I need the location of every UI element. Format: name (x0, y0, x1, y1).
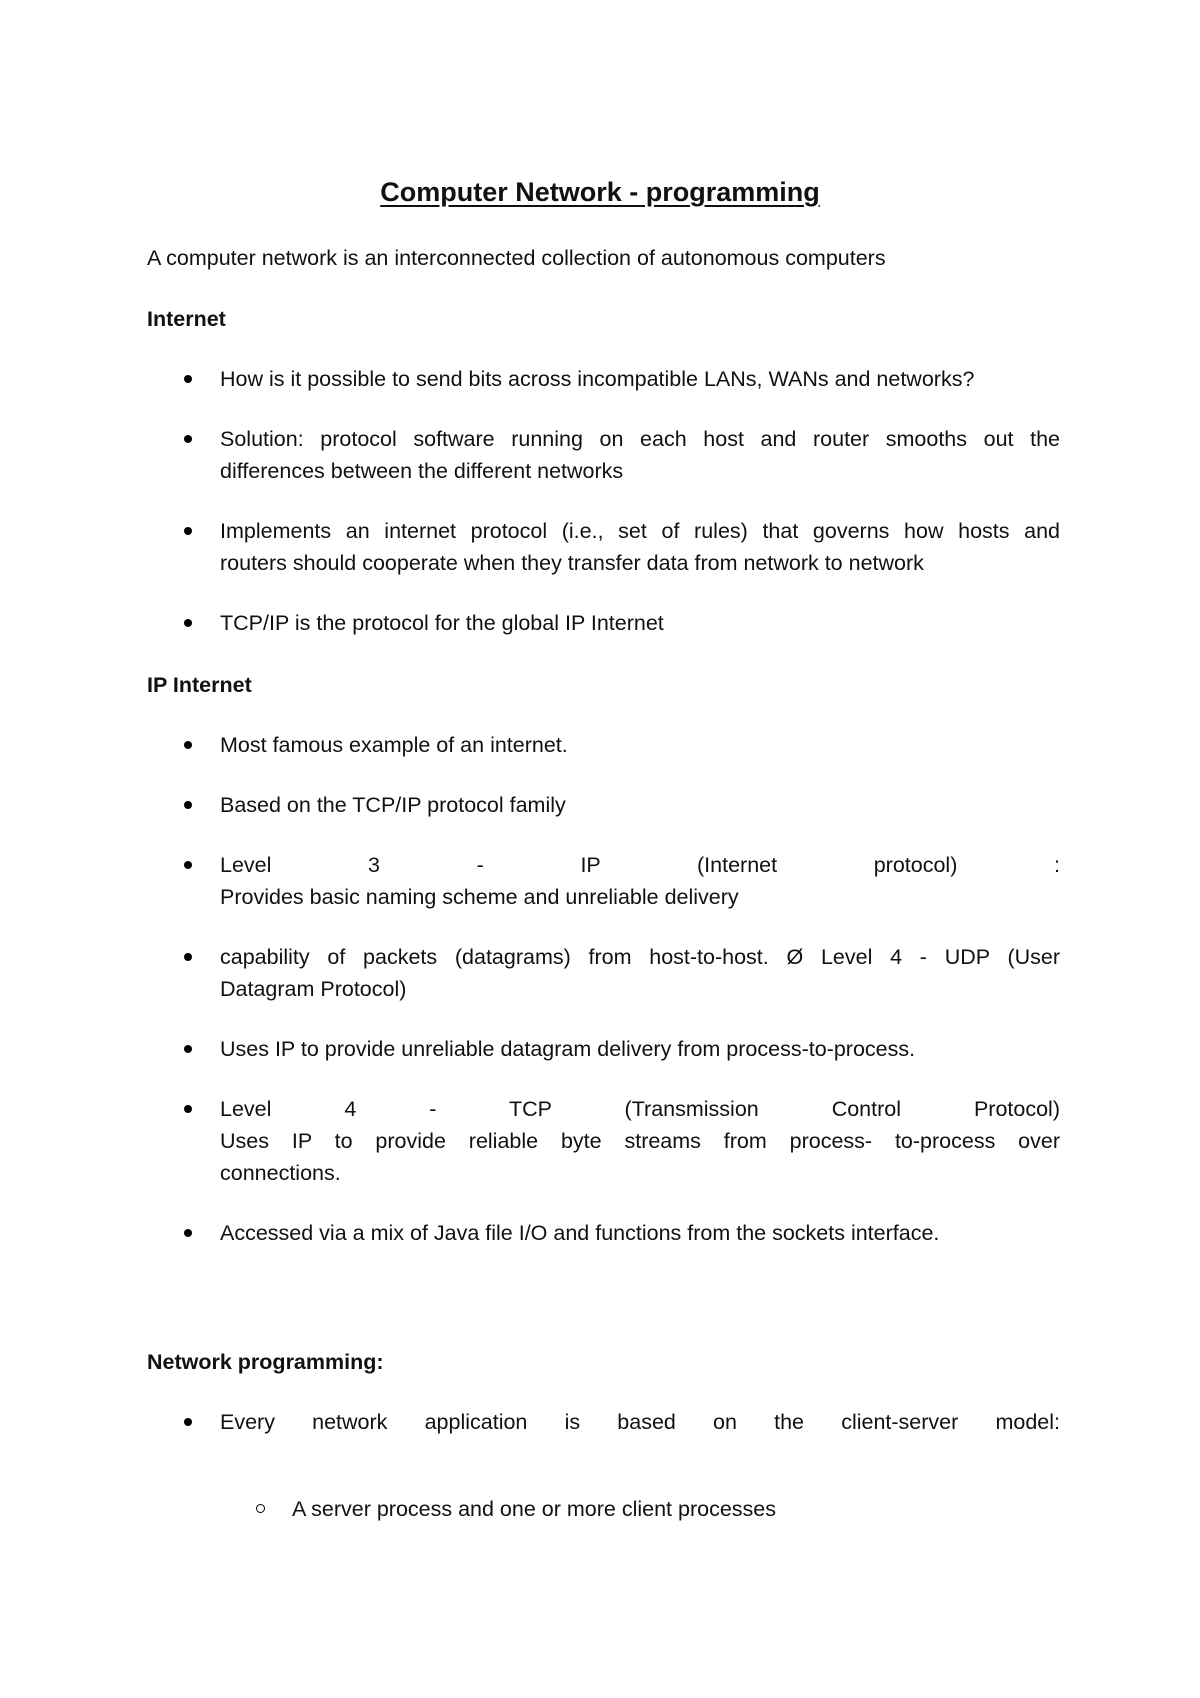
list-item-line: Most famous example of an internet. (220, 733, 568, 757)
section-heading-ip-internet: IP Internet (147, 673, 252, 697)
hollow-bullet-icon (256, 1504, 265, 1513)
bullet-icon (184, 801, 192, 809)
page-title: Computer Network - programming (380, 177, 820, 207)
list-item-line: How is it possible to send bits across incompatible LANs, WANs and networks? (220, 367, 975, 391)
bullet-icon (184, 1418, 192, 1426)
list-item-line: Solution: protocol software running on each host and router smooths out the (220, 427, 1060, 451)
list-item (0, 789, 1060, 821)
list-item-line: Based on the TCP/IP protocol family (220, 793, 566, 817)
list-item (0, 1093, 1060, 1189)
list-item-line: connections. (220, 1161, 341, 1185)
ip-internet-bullet-list (0, 729, 1200, 1249)
list-item-line: Uses IP to provide unreliable datagram delivery from process-to-process. (220, 1037, 916, 1061)
list-item-line: Provides basic naming scheme and unreliable delivery (220, 885, 739, 909)
bullet-icon (184, 619, 192, 627)
list-item-line: capability of packets (datagrams) from host-to-host. Ø Level 4 - UDP (User (220, 945, 1060, 969)
list-item (0, 729, 1060, 761)
list-item-line: TCP/IP is the protocol for the global IP Internet (220, 611, 664, 635)
bullet-icon (184, 861, 192, 869)
bullet-icon (184, 375, 192, 383)
list-item-line: routers should cooperate when they transfer data from network to network (220, 551, 924, 575)
list-item-line: Every network application is based on the client-server model: (220, 1410, 1060, 1434)
list-item (0, 1406, 1060, 1438)
sub-list-item (0, 1493, 1200, 1525)
list-item-line: Level 3 - IP (Internet protocol) : (220, 853, 1060, 877)
list-item-line: Level 4 - TCP (Transmission Control Protocol) (220, 1097, 1060, 1121)
list-item (0, 515, 1060, 579)
bullet-icon (184, 953, 192, 961)
network-programming-sub-list (0, 1493, 1200, 1525)
bullet-icon (184, 1045, 192, 1053)
bullet-icon (184, 435, 192, 443)
list-item (0, 607, 1060, 639)
list-item-line: differences between the different networks (220, 459, 624, 483)
list-item-line: Implements an internet protocol (i.e., set of rules) that governs how hosts and (220, 519, 1060, 543)
list-item-line: Uses IP to provide reliable byte streams from process- to-process over (220, 1129, 1060, 1153)
network-programming-bullet-list (0, 1406, 1200, 1438)
bullet-icon (184, 741, 192, 749)
list-item (0, 1217, 1060, 1249)
section-heading-internet: Internet (147, 307, 226, 331)
list-item (0, 423, 1060, 487)
section-heading-network-programming: Network programming: (147, 1350, 384, 1374)
list-item (0, 1033, 1060, 1065)
bullet-icon (184, 527, 192, 535)
bullet-icon (184, 1105, 192, 1113)
internet-bullet-list (0, 363, 1200, 639)
list-item (0, 849, 1060, 913)
list-item (0, 363, 1060, 395)
list-item (0, 941, 1060, 1005)
bullet-icon (184, 1229, 192, 1237)
list-item-line: Accessed via a mix of Java file I/O and functions from the sockets interface. (220, 1221, 940, 1245)
intro-paragraph: A computer network is an interconnected collection of autonomous computers (147, 246, 886, 270)
sub-list-item-text: A server process and one or more client processes (292, 1497, 776, 1521)
list-item-line: Datagram Protocol) (220, 977, 407, 1001)
